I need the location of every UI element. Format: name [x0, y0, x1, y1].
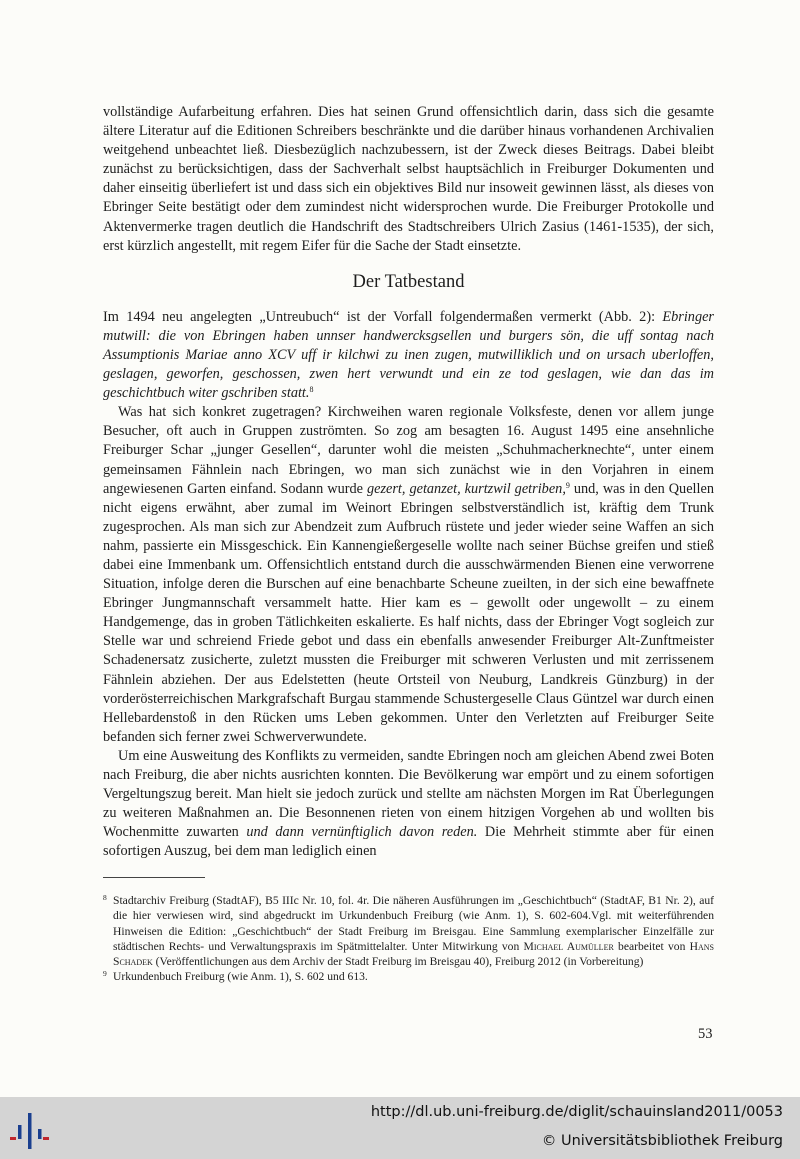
- paragraph-1: vollständige Aufarbeitung erfahren. Dies hat seinen Grund offensichtlich darin, dass sich die gesamte ältere Literatur auf die Editionen Schreibers beschränkte und die darüber hinaus vorhandenen Archivalien weitgehend unbeachtet ließ. Diesbezüglich nachzubessern, ist der Zweck dieses Beitrags. Dabei bleibt zunächst zu berücksichtigen, dass der Sachverhalt selbst hauptsächlich in Freiburger Dokumenten und daher einseitig überliefert ist und dass sich ein objektives Bild nur insoweit gewinnen lässt, als dieses von Ebringer Seite bestätigt oder dem zumindest nicht widersprochen wurde. Die Freiburger Protokolle und Aktenvermerke tragen deutlich die Handschrift des Stadtschreibers Ulrich Zasius (1461-1535), der sich, erst kürzlich angestellt, mit regem Eifer für die Sache der Stadt einsetzte.: [103, 104, 714, 254]
- footnote-8-name-1: Michael Aumüller: [523, 939, 614, 953]
- paragraph-4: [103, 747, 714, 862]
- paragraph-3-part-b: und, was in den Quellen nicht eigens erwähnt, aber zumal im Weinort Ebringen selbstverständlich ist, kräftig dem Trunk zugesprochen. Als man sich zur Abendzeit zum Aufbruch rüstete und jeder wieder seine Waffen an sich nahm, passierte ein Missgeschick. Ein Kannengießergeselle wollte nach seiner Büchse greifen und stieß dabei eine Immenbank um. Offensichtlich entstand durch die ausschwärmenden Bienen eine verworrene Situation, infolge deren die Burschen auf eine benachbarte Scheune zueilten, in der sich eine bewaffnete Ebringer Jungmannschaft versammelt hatte. Hier kam es – gewollt oder ungewollt – zu einem Handgemenge, das in groben Tätlichkeiten eskalierte. Es half nichts, dass der Ebringer Vogt sogleich zur Stelle war und schreiend Friede gebot und dass ein ebenfalls anwesender Freiburger Alt-Zunftmeister Schadenersatz zusicherte, zuletzt mussten die Freiburger mit schweren Verlusten und mit zerrissenem Fähnlein abziehen. Der aus Edelstetten (heute Ortsteil von Neuburg, Landkreis Günzburg) in der vorderösterreichischen Markgrafschaft Burgau stammende Schustergeselle Claus Güntzel war durch einen Hellebardenstoß in den Rücken ums Leben gekommen. Unter den Verletzten auf Freiburger Seite befanden sich ferner zwei Schwerverwundete.: [103, 480, 714, 745]
- paragraph-3-part-a: Was hat sich konkret zugetragen? Kirchweihen waren regionale Volksfeste, denen vor allem junge Besucher, oft auch in Gruppen zuströmten. So zog am besagten 16. August 1495 eine ansehnliche Freiburger Schar „junger Gesellen“, darunter wohl die meisten „Schuhmacherknechte“, unter einem gemeinsamen Fähnlein nach Ebringen, wo man sich zunächst wie in den Vorjahren in einem angewiesenen Garten einfand. Sodann wurde: [103, 404, 714, 497]
- paragraph-2-intro: Im 1494 neu angelegten „Untreubuch“ ist der Vorfall folgendermaßen vermerkt (Abb. 2):: [103, 308, 663, 325]
- footnote-divider: [103, 877, 205, 878]
- ub-freiburg-logo-icon[interactable]: [10, 1111, 50, 1151]
- paragraph-3: [103, 403, 714, 747]
- footnote-8-mid: bearbeitet von: [613, 939, 690, 953]
- paragraph-4-part-a: Um eine Ausweitung des Konflikts zu vermeiden, sandte Ebringen noch am gleichen Abend zwei Boten nach Freiburg, die aber nichts ausrichten konnten. Die Bevölkerung war empört und zu einem sofortigen Vergeltungszug bereit. Man hielt sie jedoch zurück und stellte am nächsten Morgen im Rat Überlegungen zu weiteren Maßnahmen an. Die Besonnenen rieten von einem hitzigen Vorgehen ab und wollten bis Wochenmitte zuwarten: [103, 747, 714, 841]
- body-text: [103, 103, 714, 861]
- footnote-9: [103, 969, 714, 984]
- footnotes: [103, 893, 714, 985]
- page-number: 53: [698, 1026, 713, 1042]
- footnote-8: [103, 893, 714, 969]
- paragraph-3-emphasis: gezert, getanzet, kurtzwil getriben,: [366, 480, 566, 497]
- paragraph-2-quote: Ebringer mutwill: die von Ebringen haben unnser handwercksgsellen und burgers sön, die uff sontag nach Assumptionis Mariae anno XCV uff ir kilchwi zu inen zugen, mutwilliklich und on ursach uberloffen, geslagen, geworfen, geschossen, zwen hert verwundt und ein ze tod geslagen, wie dan das im geschichtbuch witer gschriben statt.: [103, 308, 714, 402]
- footnote-9-text: Urkundenbuch Freiburg (wie Anm. 1), S. 602 und 613.: [113, 970, 368, 984]
- section-heading: Der Tatbestand: [352, 271, 465, 292]
- footnote-8-part-b: (Veröffentlichungen aus dem Archiv der Stadt Freiburg im Breisgau 40), Freiburg 2012 (in Vorbereitung): [152, 955, 644, 969]
- paragraph-2: [103, 308, 714, 403]
- footnote-8-part-a: Stadtarchiv Freiburg (StadtAF), B5 IIIc Nr. 10, fol. 4r. Die näheren Ausführungen im „Geschichtbuch“ (StadtAF, B1 Nr. 2), auf die hier verwiesen wird, sind abgedruckt im Urkundenbuch Freiburg (wie Anm. 1), S. 602-604.Vgl. mit weiterführenden Hinweisen die Edition: „Geschichtbuch“ der Stadt Freiburg im Breisgau. Eine Sammlung exemplarischer Einzelfälle zur städtischen Rechts- und Verwaltungspraxis im Spätmittelalter. Unter Mitwirkung von: [113, 894, 714, 953]
- footnote-ref-8[interactable]: 8: [309, 385, 314, 395]
- paragraph-4-emphasis: und dann vernünftiglich davon reden.: [246, 824, 478, 841]
- copyright-notice: © Universitätsbibliothek Freiburg: [541, 1133, 783, 1149]
- footnote-8-name-2: Hans Schadek: [113, 939, 715, 969]
- footnote-number: 9: [103, 969, 107, 979]
- footnote-ref-9[interactable]: 9: [565, 480, 570, 490]
- paragraph-4-part-b: Die Mehrheit stimmte aber für einen sofortigen Auszug, bei dem man lediglich einen: [103, 824, 714, 860]
- document-url-link[interactable]: http://dl.ub.uni-freiburg.de/diglit/schauinsland2011/0053: [370, 1104, 783, 1120]
- footnote-number: 8: [103, 893, 107, 902]
